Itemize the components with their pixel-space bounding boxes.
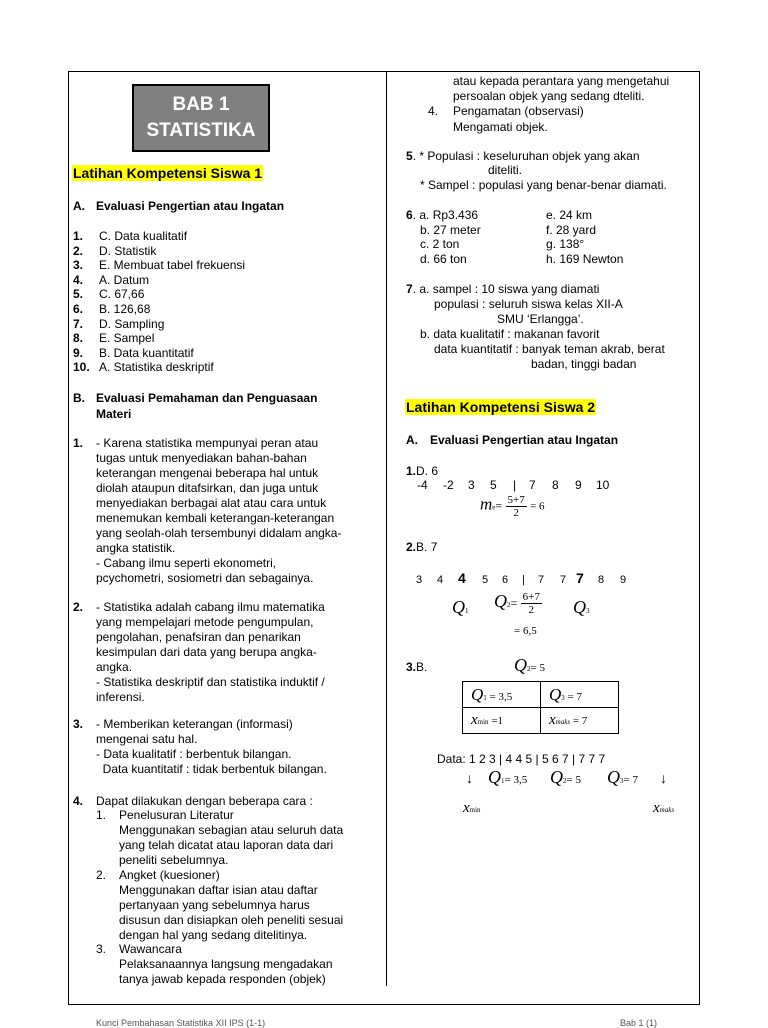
q5-line-1: 5. * Populasi : keseluruhan objek yang akan [406, 149, 640, 163]
answer-number: 10. [73, 360, 90, 375]
section-a-heading: A. Evaluasi Pengertian atau Ingatan [73, 199, 285, 213]
essay-4-item-title: Penelusuran Literatur [119, 808, 234, 822]
answer-number: 3. [73, 258, 84, 273]
q7-line-6: badan, tinggi badan [531, 357, 637, 371]
sequence-value: 7 [529, 478, 536, 492]
answer-text: A. Statistika deskriptif [99, 360, 214, 375]
essay-4-item-line: peneliti sebelumnya. [119, 853, 229, 867]
q7-line-1: 7. a. sampel : 10 siswa yang diamati [406, 282, 600, 296]
sequence-value: -4 [417, 478, 428, 492]
essay-line: Data kuantitatif : tidak berbentuk bilangan. [96, 762, 327, 776]
r3-xmaks: xmaks [653, 800, 675, 816]
essay-line: yang mempelajari metode pengumpulan, [96, 615, 314, 629]
cell-xmin: xmin =1 [463, 708, 541, 734]
sequence-value: 7 [560, 574, 567, 586]
essay-4-item-number: 1. [96, 808, 107, 822]
sequence-value: 6 [502, 574, 509, 586]
r2-q2-formula: Q2= $\frac{6+7}{2}$ [494, 591, 540, 617]
essay-line: - Data kualitatif : berbentuk bilangan. [96, 747, 292, 761]
r2-q1: Q1 [452, 597, 469, 617]
essay-line: pengolahan, penafsiran dan penarikan [96, 630, 301, 644]
r2-q3: Q3 [573, 597, 590, 617]
essay-number: 3. [73, 717, 84, 731]
answer-text: E. Membuat tabel frekuensi [99, 258, 246, 273]
sequence-value: 3 [416, 574, 423, 586]
q6-g: g. 138° [546, 237, 585, 251]
r3-xmin: xmin [463, 800, 481, 816]
q7-line-2: populasi : seluruh siswa kelas XII-A [434, 297, 623, 311]
r3-q2: Q2= 5 [514, 655, 545, 675]
sequence-value: 8 [598, 574, 605, 586]
answer-number: 9. [73, 345, 84, 360]
answer-text: E. Sampel [99, 331, 155, 346]
essay-line: mengenai satu hal. [96, 732, 198, 746]
cell-q1: Q1 = 3,5 [463, 682, 541, 708]
essay-line: inferensi. [96, 690, 145, 704]
q6-b: b. 27 meter [420, 223, 481, 237]
q5-line-2: diteliti. [488, 163, 523, 177]
cell-q3: Q3 = 7 [541, 682, 619, 708]
essay-line: pcychometri, sosiometri dan sebagainya. [96, 571, 314, 585]
sequence-value: 5 [490, 478, 497, 492]
essay-line: menyediakan berbagai alat atau cara untuk [96, 496, 327, 510]
essay-4-item-line: disusun dan disiapkan oleh peneliti sesuai [119, 913, 344, 927]
r1-median-formula: me= $\frac{5+7}{2}$ = 6 [480, 494, 545, 519]
essay-4-item-line: dengan hal yang sedang ditelitinya. [119, 928, 308, 942]
column-divider [386, 71, 387, 986]
answer-number: 8. [73, 331, 84, 346]
essay-4-item-line: Menggunakan sebagian atau seluruh data [119, 823, 344, 837]
answer-text: D. Sampling [99, 316, 165, 331]
answer-text: B. 126,68 [99, 302, 151, 316]
sequence-value: 5 [482, 574, 489, 586]
sequence-value: 10 [596, 478, 610, 492]
arrow-down-icon: ↓ [466, 770, 473, 786]
essay-line: - Karena statistika mempunyai peran atau [96, 436, 319, 450]
essay-line: angka statistik. [96, 541, 176, 555]
q6-e: e. 24 km [546, 208, 593, 222]
r3-data-q3: Q3= 7 [607, 767, 638, 787]
sequence-value: 9 [575, 478, 582, 492]
item-4-title: Pengamatan (observasi) [453, 104, 584, 118]
q6-d: d. 66 ton [420, 252, 467, 266]
r1-answer: 1.D. 6 [406, 464, 439, 478]
answer-number: 5. [73, 287, 84, 302]
essay-4-item-line: yang telah dicatat atau laporan data dari [119, 838, 334, 852]
r2-answer: 2.B. 7 [406, 540, 438, 554]
continuation-line-2: persoalan objek yang sedang dteliti. [453, 89, 645, 103]
essay-line: - Statistika deskriptif dan statistika induktif / [96, 675, 325, 689]
chapter-title-box [132, 84, 270, 152]
essay-4-item-number: 3. [96, 942, 107, 956]
answer-number: 2. [73, 243, 84, 258]
chapter-number: BAB 1 [172, 94, 230, 115]
essay-4-item-line: pertanyaan yang sebelumnya harus [119, 898, 310, 912]
essay-4-item-title: Wawancara [119, 942, 182, 956]
q6-f: f. 28 yard [546, 223, 597, 237]
answer-number: 1. [73, 229, 84, 243]
section-a2-heading: A. Evaluasi Pengertian atau Ingatan [406, 433, 619, 447]
heading-latihan-2: Latihan Kompetensi Siswa 2 [406, 399, 596, 415]
sequence-value: | [513, 478, 517, 492]
answer-text: C. Data kualitatif [99, 229, 188, 243]
r3-data-line: Data: 1 2 3 | 4 4 5 | 5 6 7 | 7 7 7 [437, 752, 606, 766]
footer-left: Kunci Pembahasan Statistika XII IPS (1-1) [96, 1018, 266, 1028]
essay-line: tugas untuk menyediakan bahan-bahan [96, 451, 307, 465]
essay-number: 1. [73, 436, 84, 450]
essay-line: kesimpulan dari data yang berupa angka- [96, 645, 317, 659]
essay-4-item-title: Angket (kuesioner) [119, 868, 220, 882]
essay-4-item-line: Menggunakan daftar isian atau daftar [119, 883, 318, 897]
essay-4-number: 4. [73, 794, 84, 808]
chapter-title: STATISTIKA [146, 120, 256, 141]
essay-line: diolah ataupun ditafsirkan, dan juga untuk [96, 481, 319, 495]
q6-h: h. 169 Newton [546, 252, 624, 266]
q7-line-4: b. data kualitatif : makanan favorit [420, 327, 600, 341]
quartile-table [462, 681, 619, 734]
essay-4-item-number: 2. [96, 868, 107, 882]
continuation-line-1: atau kepada perantara yang mengetahui [453, 74, 670, 88]
section-b-heading: B. Evaluasi Pemahaman dan Penguasaan [73, 391, 318, 405]
r2-result: = 6,5 [514, 625, 537, 637]
answer-text: A. Datum [99, 272, 150, 287]
q7-line-5: data kuantitatif : banyak teman akrab, berat [434, 342, 665, 356]
q6-c: c. 2 ton [420, 237, 460, 251]
essay-line: - Memberikan keterangan (informasi) [96, 717, 293, 731]
sequence-value: 4 [458, 570, 466, 586]
essay-number: 2. [73, 600, 84, 614]
item-4-number: 4. [428, 104, 439, 118]
answer-number: 4. [73, 272, 84, 287]
answer-text: C. 67,66 [99, 287, 145, 302]
heading-latihan-1: Latihan Kompetensi Siswa 1 [73, 165, 263, 181]
essay-4-item-line: Pelaksanaannya langsung mengadakan [119, 957, 333, 971]
section-b-heading-2: Materi [96, 407, 132, 421]
answer-number: 6. [73, 302, 84, 316]
essay-4-intro: Dapat dilakukan dengan beberapa cara : [96, 794, 313, 808]
footer-right: Bab 1 (1) [620, 1018, 658, 1028]
essay-line: menemukan kembali keterangan-keterangan [96, 511, 335, 525]
r3-data-q2: Q2= 5 [550, 767, 581, 787]
arrow-down-icon: ↓ [660, 770, 667, 786]
answer-text: D. Statistik [99, 243, 157, 258]
q7-line-3: SMU ‘Erlangga’. [497, 312, 584, 326]
sequence-value: -2 [443, 478, 454, 492]
r3-data-q1: Q1= 3,5 [488, 767, 528, 787]
q6-a: 6. a. Rp3.436 [406, 208, 479, 222]
sequence-value: 8 [552, 478, 559, 492]
essay-4-item-line: tanya jawab kepada responden (objek) [119, 972, 326, 986]
cell-xmaks: xmaks = 7 [541, 708, 619, 734]
sequence-value: 7 [576, 570, 584, 586]
essay-line: - Cabang ilmu seperti ekonometri, [96, 556, 277, 570]
sequence-value: 9 [620, 574, 627, 586]
item-4-text: Mengamati objek. [453, 120, 548, 134]
answer-text: B. Data kuantitatif [99, 345, 194, 360]
essay-line: angka. [96, 660, 133, 674]
answer-number: 7. [73, 316, 84, 331]
sequence-value: | [522, 574, 525, 586]
sequence-value: 3 [468, 478, 475, 492]
essay-line: keterangan mengenai beberapa hal untuk [96, 466, 319, 480]
essay-line: yang seolah-olah tersembunyi didalam angka- [96, 526, 342, 540]
r3-answer: 3.B. [406, 660, 428, 674]
sequence-value: 7 [538, 574, 545, 586]
sequence-value: 4 [437, 574, 444, 586]
q5-line-3: * Sampel : populasi yang benar-benar diamati. [420, 178, 667, 192]
essay-line: - Statistika adalah cabang ilmu matematika [96, 600, 325, 614]
